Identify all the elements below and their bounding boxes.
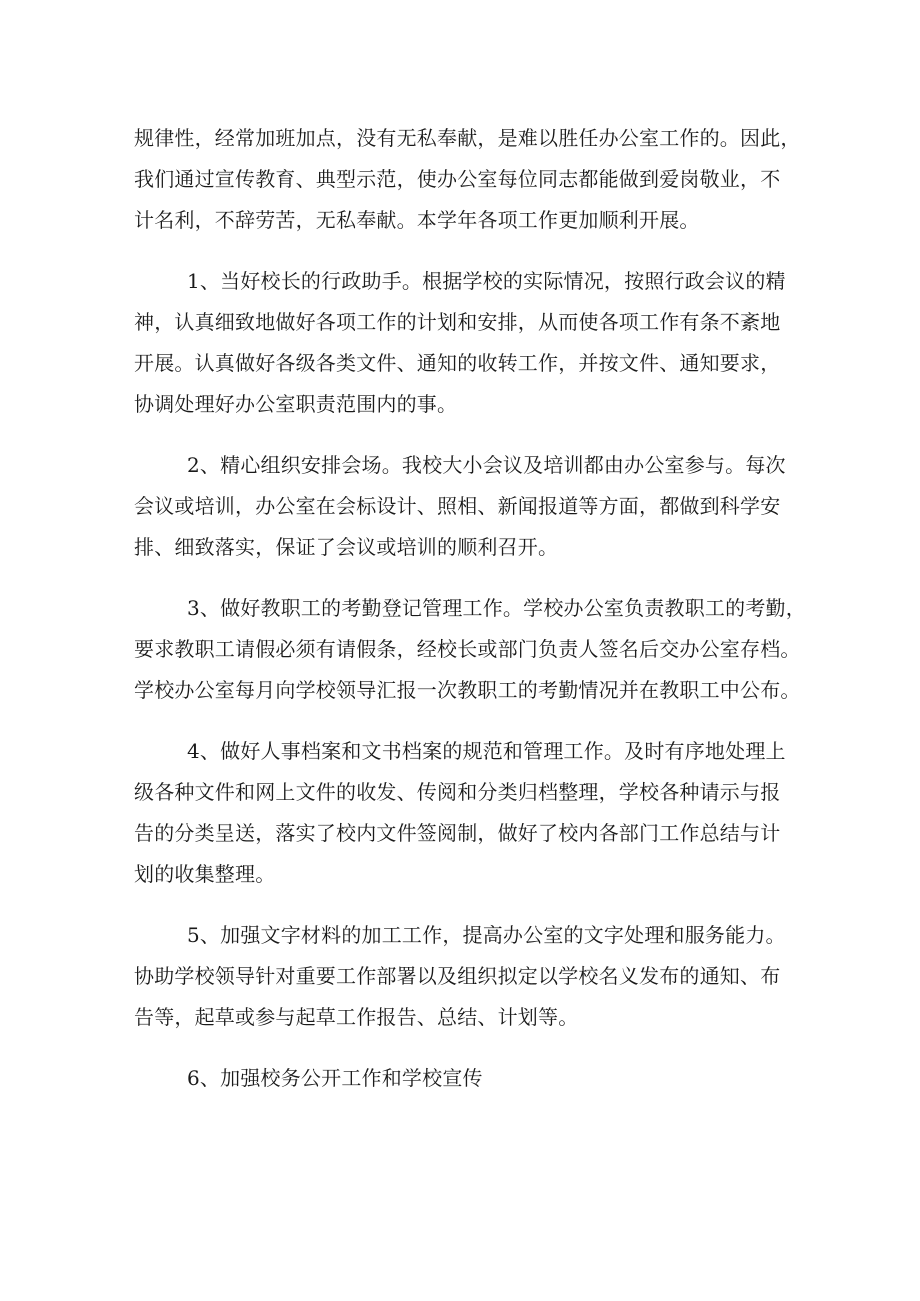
text-line: 4、做好人事档案和文书档案的规范和管理工作。及时有序地处理上 bbox=[187, 739, 786, 763]
paragraph-intro bbox=[134, 118, 801, 241]
text-line: 开展。认真做好各级各类文件、通知的收转工作，并按文件、通知要求， bbox=[134, 351, 781, 375]
text-line: 协调处理好办公室职责范围内的事。 bbox=[134, 392, 458, 416]
paragraph-item-1 bbox=[134, 261, 794, 425]
text-line: 计名利，不辞劳苦，无私奉献。本学年各项工作更加顺利开展。 bbox=[134, 208, 700, 232]
text-line: 划的收集整理。 bbox=[134, 862, 276, 886]
paragraph-item-2 bbox=[134, 445, 794, 568]
document-body bbox=[134, 118, 806, 1119]
text-line: 1、当好校长的行政助手。根据学校的实际情况，按照行政会议的精 bbox=[187, 269, 786, 293]
text-line: 协助学校领导针对重要工作部署以及组织拟定以学校名义发布的通知、布 bbox=[134, 964, 781, 988]
paragraph-item-4 bbox=[134, 731, 794, 895]
text-line: 5、加强文字材料的加工工作，提高办公室的文字处理和服务能力。 bbox=[187, 923, 786, 947]
text-line: 3、做好教职工的考勤登记管理工作。学校办公室负责教职工的考勤， bbox=[187, 596, 806, 620]
text-line: 要求教职工请假必须有请假条，经校长或部门负责人签名后交办公室存档。 bbox=[134, 637, 801, 661]
paragraph-item-5 bbox=[134, 915, 794, 1038]
text-line: 神，认真细致地做好各项工作的计划和安排，从而使各项工作有条不紊地 bbox=[134, 310, 781, 334]
text-line: 规律性，经常加班加点，没有无私奉献，是难以胜任办公室工作的。因此， bbox=[134, 126, 801, 150]
text-line: 级各种文件和网上文件的收发、传阅和分类归档整理，学校各种请示与报 bbox=[134, 780, 781, 804]
paragraph-item-6 bbox=[134, 1058, 794, 1099]
text-line: 排、细致落实，保证了会议或培训的顺利召开。 bbox=[134, 535, 559, 559]
text-line: 我们通过宣传教育、典型示范，使办公室每位同志都能做到爱岗敬业，不 bbox=[134, 167, 781, 191]
text-line: 告的分类呈送，落实了校内文件签阅制，做好了校内各部门工作总结与计 bbox=[134, 821, 781, 845]
text-line: 学校办公室每月向学校领导汇报一次教职工的考勤情况并在教职工中公布。 bbox=[134, 678, 801, 702]
text-line: 6、加强校务公开工作和学校宣传 bbox=[187, 1066, 483, 1090]
text-line: 告等，起草或参与起草工作报告、总结、计划等。 bbox=[134, 1005, 579, 1029]
text-line: 2、精心组织安排会场。我校大小会议及培训都由办公室参与。每次 bbox=[187, 453, 786, 477]
paragraph-item-3 bbox=[134, 588, 806, 711]
text-line: 会议或培训，办公室在会标设计、照相、新闻报道等方面，都做到科学安 bbox=[134, 494, 781, 518]
